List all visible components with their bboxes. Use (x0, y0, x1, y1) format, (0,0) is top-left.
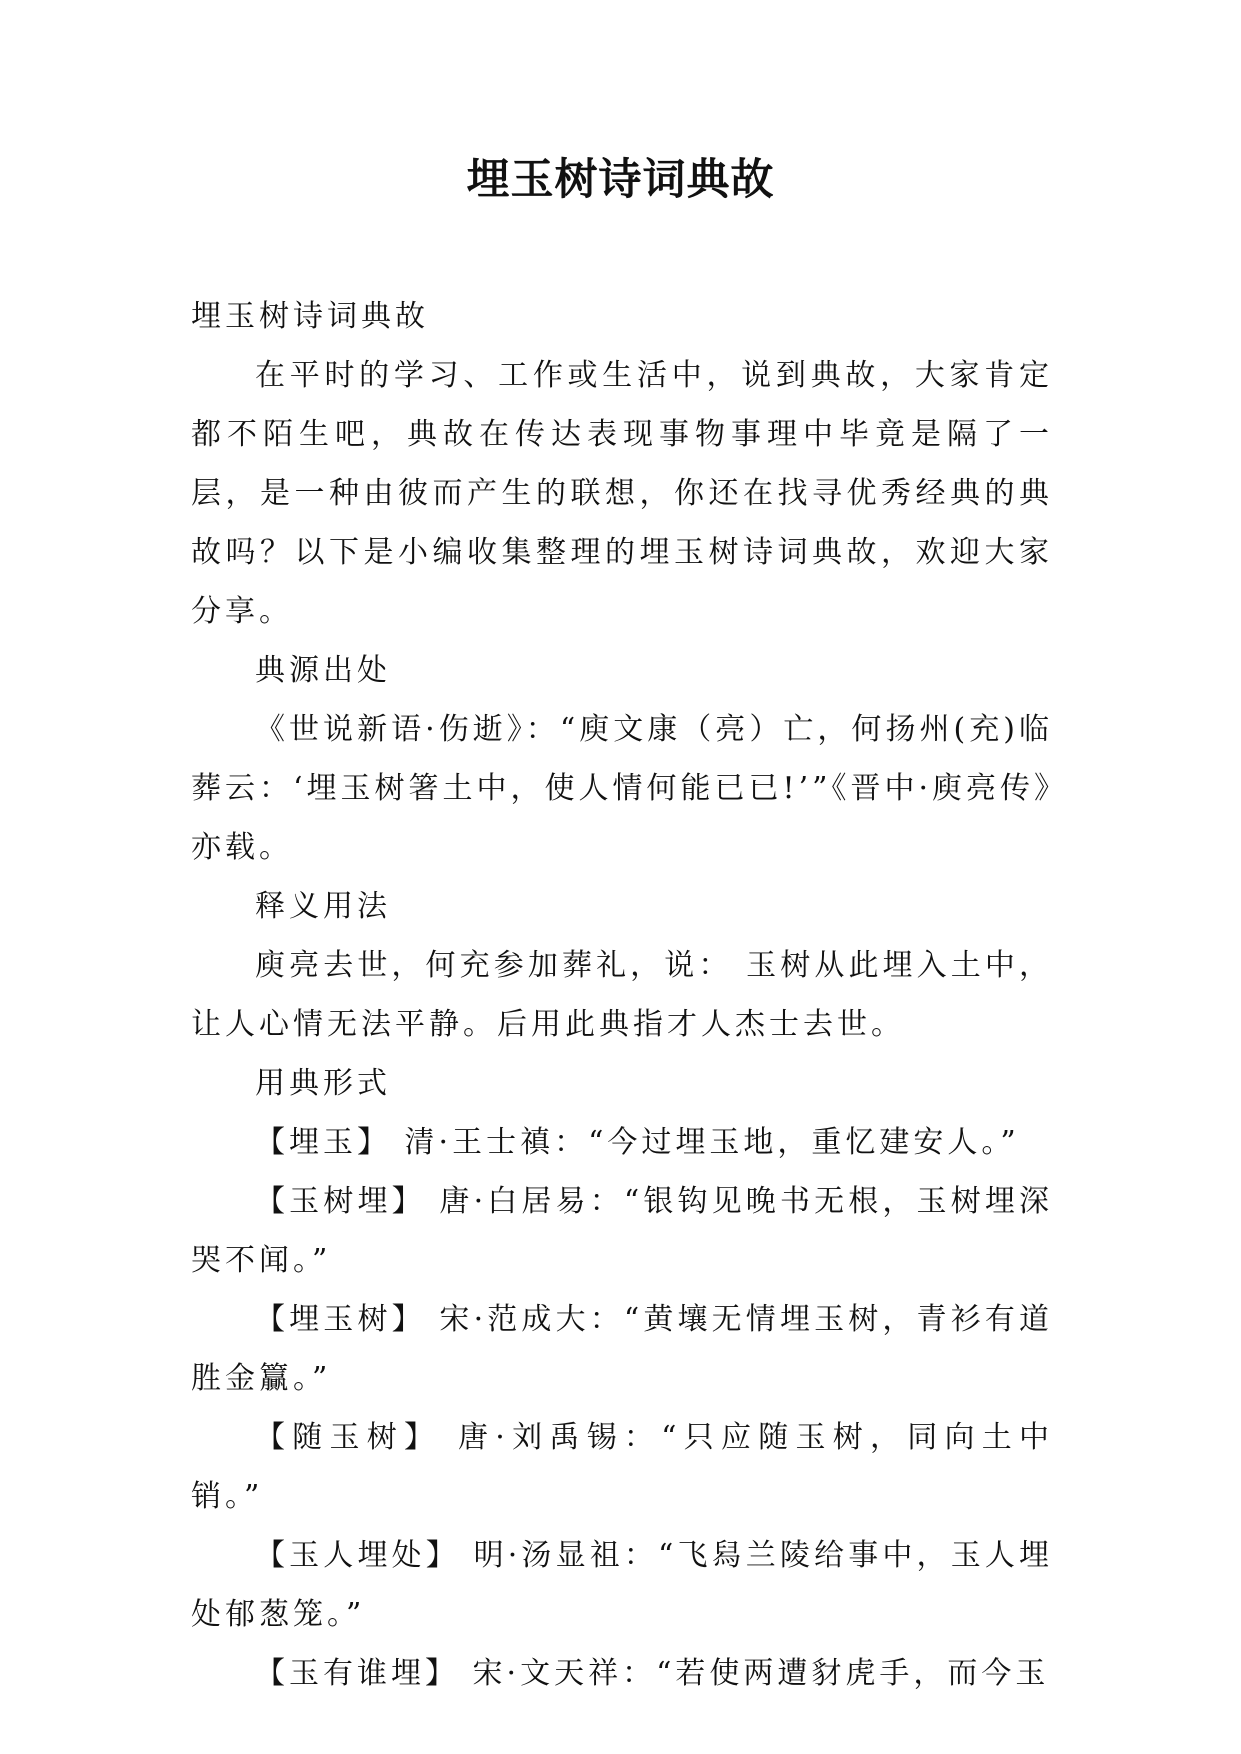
usage-item: 【玉有谁埋】 宋·文天祥：“若使两遭豺虎手，而今玉 (255, 1656, 1050, 1691)
paragraph-meaning: 庾亮去世，何充参加葬礼，说： 玉树从此埋入土中，让人心情无法平静。后用此典指才人杰士去世。 (191, 948, 1053, 1042)
paragraph-heading: 埋玉树诗词典故 (191, 299, 429, 334)
paragraph-source: 《世说新语·伤逝》：“庾文康（亮）亡，何扬州(充)临葬云：‘埋玉树箸土中，使人情何能已已!’”《晋中·庾亮传》亦载。 (191, 712, 1054, 865)
section-heading-meaning: 释义用法 (255, 889, 391, 924)
section-heading-source: 典源出处 (255, 653, 391, 688)
usage-item: 【玉人埋处】 明·汤显祖：“飞舄兰陵给事中，玉人埋处郁葱笼。” (191, 1538, 1053, 1632)
paragraph-intro: 在平时的学习、工作或生活中，说到典故，大家肯定都不陌生吧，典故在传达表现事物事理中毕竟是隔了一层，是一种由彼而产生的联想，你还在找寻优秀经典的典故吗？以下是小编收集整理的埋玉树诗词典故，欢迎大家分享。 (191, 358, 1053, 629)
usage-item: 【埋玉】 清·王士禛：“今过埋玉地，重忆建安人。” (255, 1125, 1020, 1160)
usage-item: 【随玉树】 唐·刘禹锡：“只应随玉树，同向土中销。” (191, 1420, 1053, 1514)
document-body (191, 287, 1053, 1703)
usage-item: 【玉树埋】 唐·白居易：“银钩见晚书无根，玉树埋深哭不闻。” (191, 1184, 1053, 1278)
section-heading-forms: 用典形式 (255, 1066, 391, 1101)
document-title: 埋玉树诗词典故 (466, 155, 775, 205)
usage-item: 【埋玉树】 宋·范成大：“黄壤无情埋玉树，青衫有道胜金籯。” (191, 1302, 1053, 1396)
